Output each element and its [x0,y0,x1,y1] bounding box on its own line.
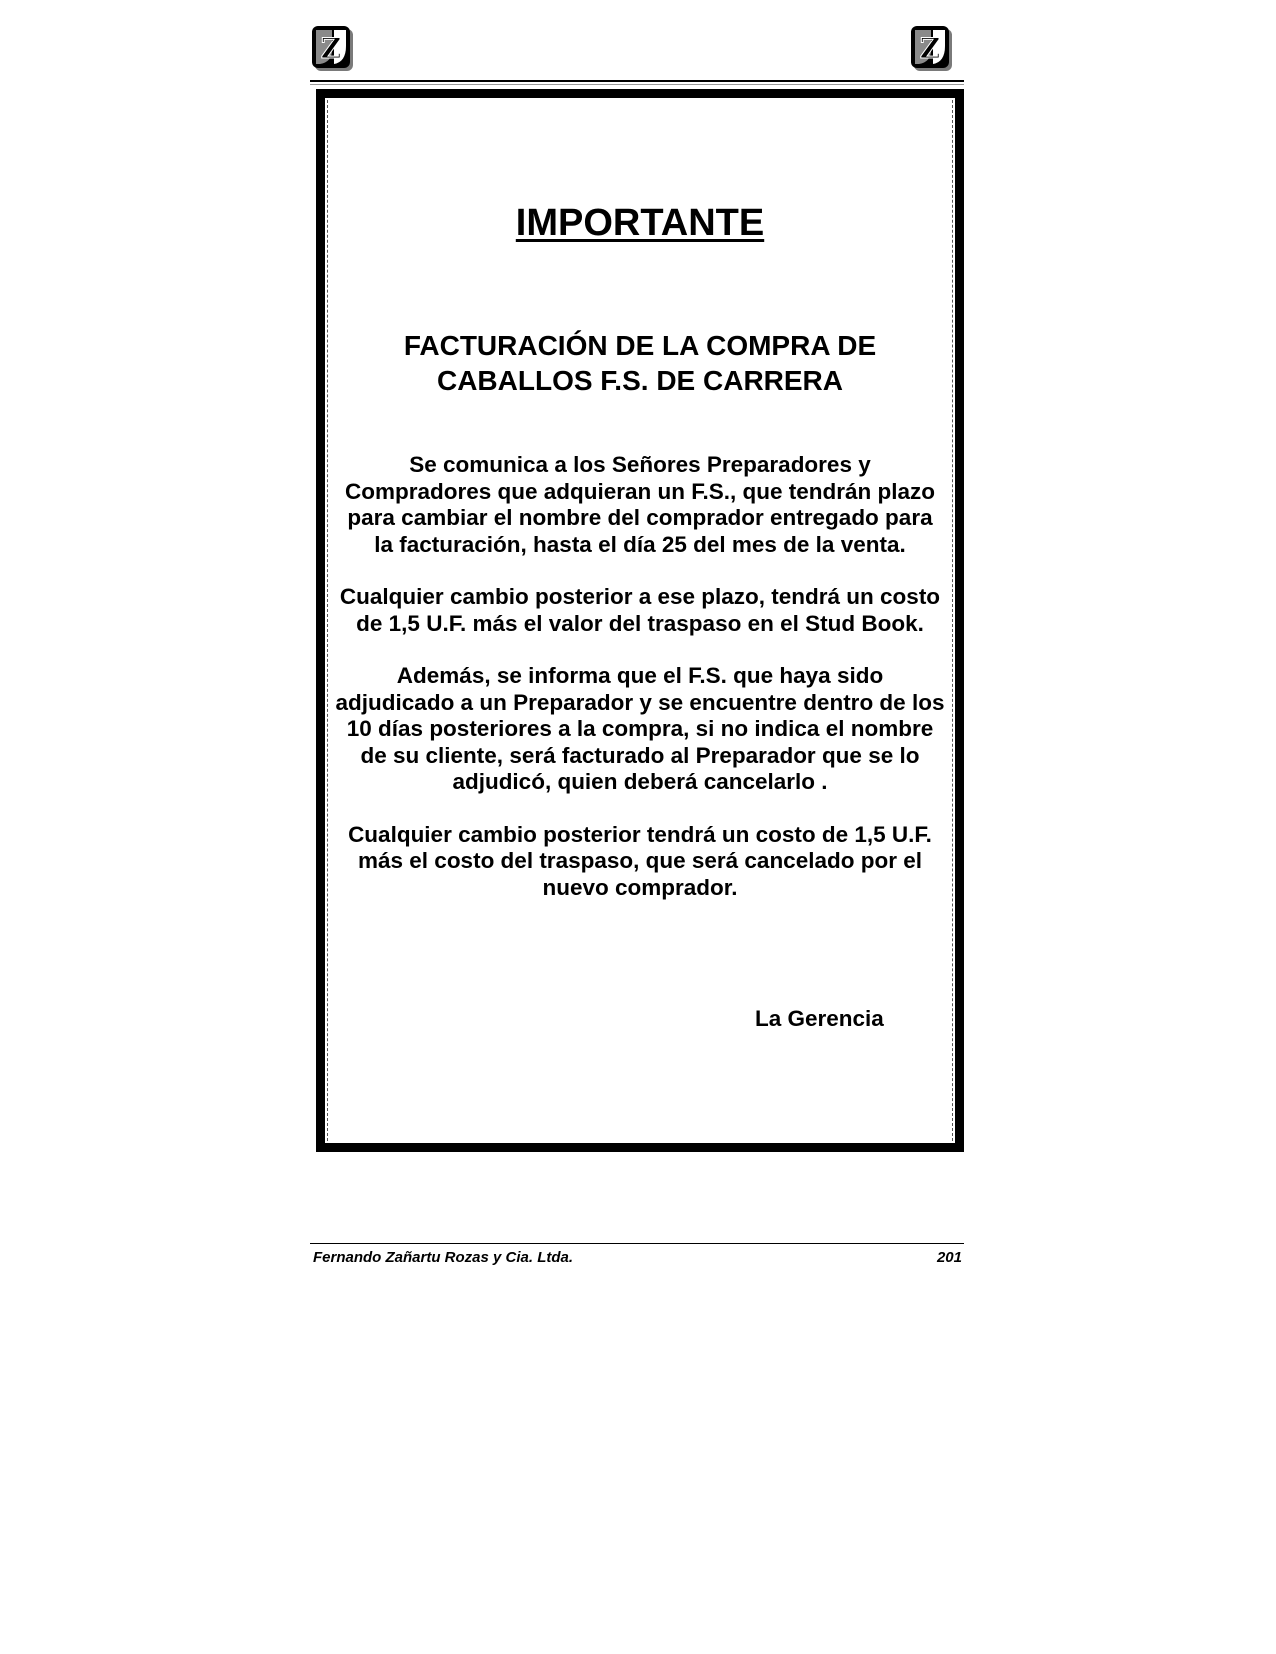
footer-divider [310,1243,964,1244]
notice-paragraph [327,663,953,796]
text-line: Además, se informa que el F.S. que haya sido [396,663,884,688]
svg-text:Z: Z [320,32,342,65]
text-line: nuevo comprador. [542,874,738,900]
notice-paragraph [327,822,953,902]
text-line: adjudicado a un Preparador y se encuentre dentro de los [335,689,945,715]
text-line: Se comunica a los Señores Preparadores y [409,452,871,477]
header-divider [310,80,964,82]
notice-subtitle-line: CABALLOS F.S. DE CARRERA [436,365,843,396]
notice-subtitle [325,328,955,398]
notice-paragraph [327,452,953,558]
text-line: Cualquier cambio posterior tendrá un costo de 1,5 U.F. [348,821,932,847]
footer-company-name: Fernando Zañartu Rozas y Cia. Ltda. [313,1249,574,1266]
notice-subtitle-line: FACTURACIÓN DE LA COMPRA DE [403,330,877,361]
text-line: Compradores que adquieran un F.S., que tendrán plazo [344,478,936,504]
notice-paragraph [327,584,953,637]
text-line: la facturación, hasta el día 25 del mes de la venta. [374,531,906,557]
notice-title: IMPORTANTE [515,202,765,244]
text-line: adjudicó, quien deberá cancelarlo . [452,769,828,794]
notice-box [316,89,964,1152]
company-logo-icon [310,24,356,74]
text-line: Cualquier cambio posterior a ese plazo, tendrá un costo [339,584,941,609]
notice-signature: La Gerencia [755,1006,884,1031]
svg-text:Z: Z [919,32,941,65]
text-line: de 1,5 U.F. más el valor del traspaso en el Stud Book. [356,610,924,636]
text-line: 10 días posteriores a la compra, si no indica el nombre [346,716,934,741]
notice-body [327,452,953,927]
company-logo-icon [909,24,955,74]
text-line: de su cliente, será facturado al Preparador que se lo [360,742,920,768]
page-number: 201 [936,1249,962,1266]
header-divider-shadow [310,84,964,85]
text-line: más el costo del traspaso, que será cancelado por el [358,848,922,873]
text-line: para cambiar el nombre del comprador entregado para [347,505,933,530]
